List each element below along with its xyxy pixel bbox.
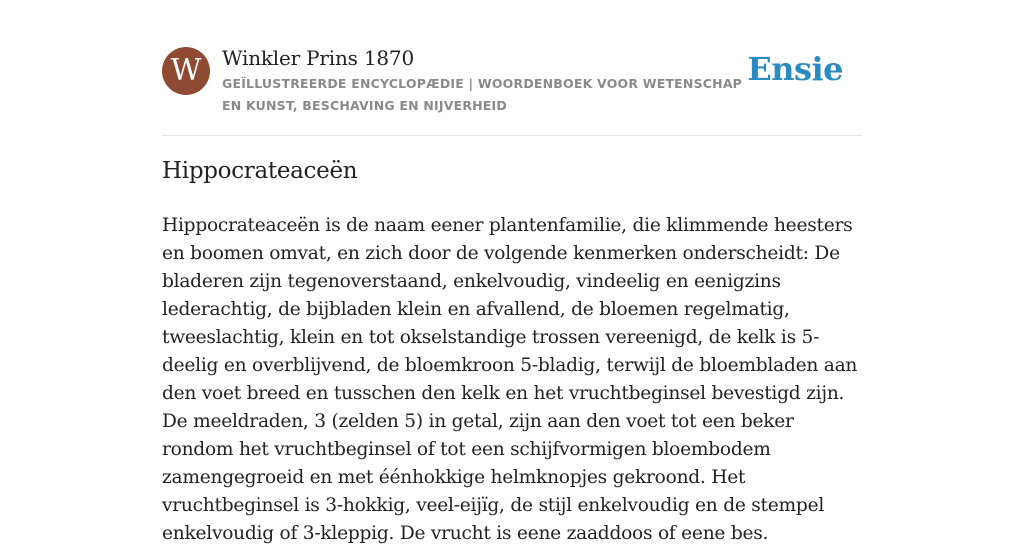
entry-body: Hippocrateaceën is de naam eener plantenfamilie, die klimmende heesters en boomen omvat, en zich door de volgende kenmerken onderscheidt: De bladeren zijn tegenoverstaand, enkelvoudig, vindeelig en eenigzins lederachtig, de bijbladen klein en afvallend, de bloemen regelmatig, tweeslachtig, klein en tot okselstandige trossen vereenigd, de kelk is 5-deelig en overblijvend, de bloemkroon 5-bladig, terwijl de bloembladen aan den voet breed en tusschen den kelk en het vruchtbeginsel bevestigd zijn. De meeldraden, 3 (zelden 5) in getal, zijn aan den voet tot een beker rondom het vruchtbeginsel of tot een schijfvormigen bloembodem zamengegroeid en met éénhokkige helmknopjes gekroond. Het vruchtbeginsel is 3-hokkig, veel-eijïg, de stijl enkelvoudig en de stempel enkelvoudig of 3-kleppig. De vrucht is eene zaaddoos of eene bes. xyxy=(162,215,858,544)
entry-title: Hippocrateaceën xyxy=(162,158,358,184)
source-header xyxy=(162,44,862,116)
ensie-logo[interactable]: Ensie xyxy=(747,50,843,88)
source-avatar[interactable]: W xyxy=(162,47,210,95)
header-divider xyxy=(162,135,862,136)
source-subtitle: GEÏLLUSTREERDE ENCYCLOPÆDIE | WOORDENBOEK VOOR WETENSCHAP EN KUNST, BESCHAVING EN NIJVERHEID xyxy=(222,76,743,113)
source-title[interactable]: Winkler Prins 1870 xyxy=(222,46,414,70)
